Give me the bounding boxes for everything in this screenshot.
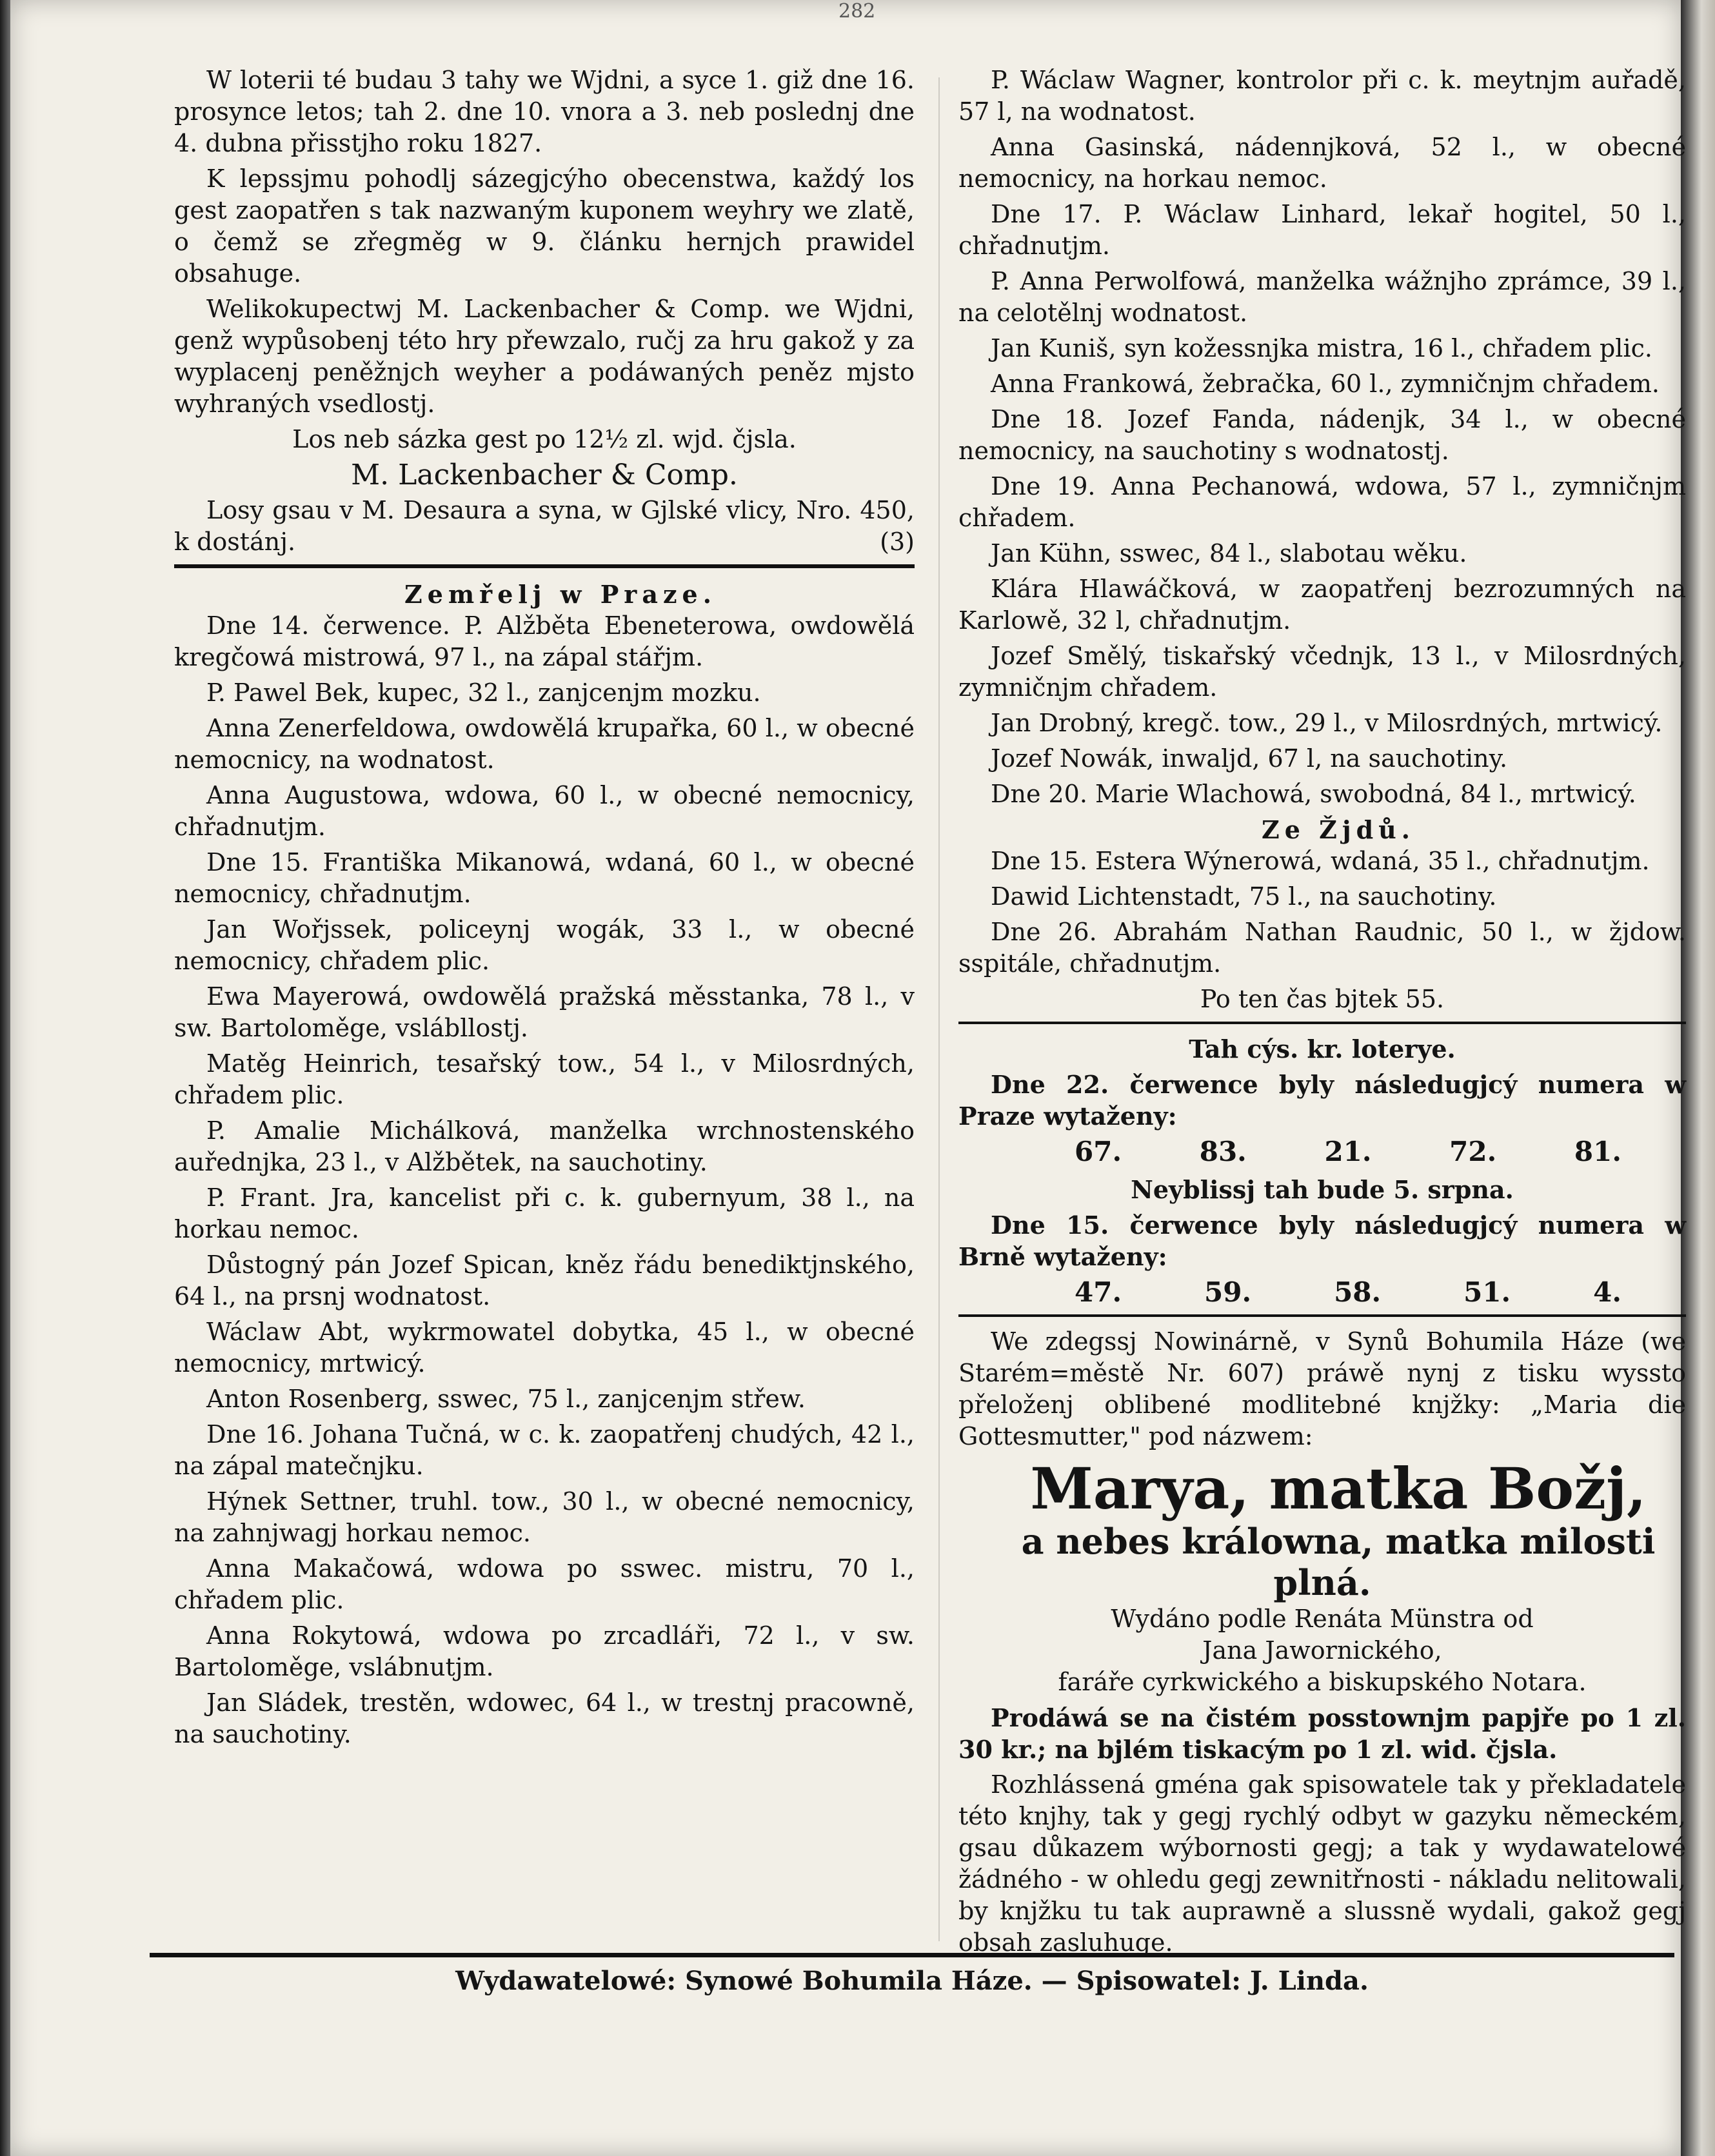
footer-publishers: Wydawatelowé: Synowé Bohumila Háze. — Spisowatel: J. Linda.	[455, 1966, 1369, 1996]
ad-body: Rozhlássená gména gak spisowatele tak y překladatele této knjhy, tak y gegj rychlý odbyt w gazyku německém, gsau důkazem wýbornosti gegj; a tak y wydawatelowé žádného - w ohledu gegj zewnitřnosti - nákladu nelitowali, by knjžku tu tak auprawně a slussně wydali, gakož gegj obsah zasluhuge.	[958, 1770, 1686, 1957]
death-entry: Jan Drobný, kregč. tow., 29 l., v Milosrdných, mrtwicý.	[991, 709, 1663, 737]
ad-subtitle: a nebes králowna, matka milosti plná.	[1021, 1521, 1656, 1603]
ad-price: Prodáwá se na čistém posstownjm papjře po 1 zl. 30 kr.; na bjlém tiskacým po 1 zl. wid. čjsla.	[958, 1703, 1686, 1764]
lottery-paragraph-1: W loterii té budau 3 tahy we Wjdni, a syce 1. giž dne 16. prosynce letos; tah 2. dne 10. vnora a 3. neb poslednj dne 4. dubna přisstjho roku 1827.	[174, 66, 915, 157]
death-entry: Jan Wořjssek, policeynj wogák, 33 l., w obecné nemocnicy, chřadem plic.	[174, 915, 915, 975]
death-entry: Dne 14. čerwence. P. Alžběta Ebeneterowa, owdowělá kregčowá mistrowá, 97 l., na zápal stářjm.	[174, 611, 915, 671]
sales-line	[174, 495, 915, 558]
brno-numbers	[958, 1276, 1686, 1308]
death-entry: P. Pawel Bek, kupec, 32 l., zanjcenjm mozku.	[206, 678, 761, 707]
ad-line-2: Jana Jawornického,	[1202, 1636, 1442, 1665]
death-entry: Dne 19. Anna Pechanowá, wdowa, 57 l., zymničnjm chřadem.	[958, 472, 1686, 532]
prague-number: 81.	[1574, 1136, 1621, 1167]
prague-numbers	[958, 1136, 1686, 1167]
sales-text: Losy gsau v M. Desaura a syna, w Gjlské vlicy, Nro. 450, k dostánj.	[174, 496, 915, 556]
death-entry: P. Amalie Michálková, manželka wrchnostenského auřednjka, 23 l., v Alžbětek, na sauchotiny.	[174, 1116, 915, 1176]
death-entry: P. Frant. Jra, kancelist při c. k. gubernyum, 38 l., na horkau nemoc.	[174, 1183, 915, 1243]
brno-number: 58.	[1334, 1276, 1382, 1308]
prague-number: 72.	[1449, 1136, 1497, 1167]
death-entry: Ewa Mayerowá, owdowělá pražská měsstanka, 78 l., v sw. Bartoloměge, vslábllostj.	[174, 982, 915, 1042]
ad-line-3: faráře cyrkwického a biskupského Notara.	[1058, 1668, 1587, 1696]
death-entry: Anton Rosenberg, sswec, 75 l., zanjcenjm střew.	[206, 1385, 806, 1413]
jew-death-entry: Dne 15. Estera Wýnerowá, wdaná, 35 l., chřadnutjm.	[991, 847, 1650, 875]
lottery-heading: Tah cýs. kr. loterye.	[1189, 1034, 1456, 1063]
death-entry: Důstogný pán Jozef Spican, kněz řádu benediktjnského, 64 l., na prsnj wodnatost.	[174, 1251, 915, 1310]
death-entry: Dne 18. Jozef Fanda, nádenjk, 34 l., w obecné nemocnicy, na sauchotiny s wodnatostj.	[958, 405, 1686, 465]
death-entry: Anna Zenerfeldowa, owdowělá krupařka, 60 l., w obecné nemocnicy, na wodnatost.	[174, 714, 915, 774]
death-entry: Dne 20. Marie Wlachowá, swobodná, 84 l., mrtwicý.	[991, 780, 1636, 808]
right-column	[958, 64, 1686, 1963]
column-divider	[938, 77, 940, 1941]
death-entry: Anna Augustowa, wdowa, 60 l., w obecné nemocnicy, chřadnutjm.	[174, 781, 915, 841]
total-deaths: Po ten čas bjtek 55.	[1200, 985, 1445, 1013]
death-entry: Jozef Nowák, inwaljd, 67 l, na sauchotiny.	[991, 744, 1508, 773]
section-rule	[958, 1314, 1686, 1317]
page-left-edge	[0, 0, 10, 2156]
brno-number: 47.	[1075, 1276, 1122, 1308]
death-entry: Matěg Heinrich, tesařský tow., 54 l., v Milosrdných, chřadem plic.	[174, 1049, 915, 1109]
lottery-paragraph-2: K lepssjmu pohodlj sázegjcýho obecenstwa, každý los gest zaopatřen s tak nazwaným kuponem weyhry we zlatě, o čemž se zřegměg w 9. článku hernjch prawidel obsahuge.	[174, 164, 915, 288]
lottery-paragraph-3: Welikokupectwj M. Lackenbacher & Comp. we Wjdni, genž wypůsobenj této hry přewzalo, ručj za hru gakož y za wyplacenj peněžnjch weyher a podáwaných peněz mjsto wyhraných vsedlostj.	[174, 295, 915, 418]
death-entry: Dne 16. Johana Tučná, w c. k. zaopatřenj chudých, 42 l., na zápal matečnjku.	[174, 1420, 915, 1480]
death-entry: P. Anna Perwolfowá, manželka wážnjho zprámce, 39 l., na celotělnj wodnatost.	[958, 267, 1686, 327]
prague-draw-text: Dne 22. čerwence byly následugjcý numera w Praze wytaženy:	[958, 1070, 1686, 1131]
death-entry: Anna Gasinská, nádennjková, 52 l., w obecné nemocnicy, na horkau nemoc.	[958, 133, 1686, 193]
death-entry: Wáclaw Abt, wykrmowatel dobytka, 45 l., w obecné nemocnicy, mrtwicý.	[174, 1318, 915, 1378]
deaths-heading: Zemřelj w Praze.	[404, 580, 717, 609]
ad-line-1: Wydáno podle Renáta Münstra od	[1111, 1605, 1534, 1633]
section-rule	[958, 1022, 1686, 1024]
prague-number: 83.	[1199, 1136, 1247, 1167]
company-name: M. Lackenbacher & Comp.	[351, 459, 738, 491]
page-number: 282	[838, 0, 876, 23]
death-entry: Jan Kuniš, syn kožessnjka mistra, 16 l., chřadem plic.	[991, 334, 1652, 362]
death-entry: Jan Kühn, sswec, 84 l., slabotau wěku.	[991, 539, 1467, 568]
death-entry: Anna Frankowá, žebračka, 60 l., zymničnjm chřadem.	[991, 370, 1660, 398]
sales-ref: (3)	[880, 528, 915, 556]
jews-heading: Ze Žjdů.	[1261, 815, 1416, 844]
section-rule	[174, 564, 915, 568]
left-column	[174, 64, 915, 1754]
death-entry: Klára Hlawáčková, w zaopatřenj bezrozumných na Karlowě, 32 l, chřadnutjm.	[958, 575, 1686, 635]
jew-death-entry: Dne 26. Abrahám Nathan Raudnic, 50 l., w žjdow. sspitále, chřadnutjm.	[958, 918, 1686, 978]
price-line: Los neb sázka gest po 12½ zl. wjd. čjsla.	[292, 425, 797, 453]
ad-intro: We zdegssj Nowinárně, v Synů Bohumila Háze (we Starém=městě Nr. 607) práwě nynj z tisku wyssto přeloženj oblibené modlitebné knjžky: „Maria die Gottesmutter," pod názwem:	[958, 1327, 1686, 1450]
death-entry: Jozef Smělý, tiskařský včednjk, 13 l., v Milosrdných, zymničnjm chřadem.	[958, 642, 1686, 702]
death-entry: Dne 17. P. Wáclaw Linhard, lekař hogitel, 50 l., chřadnutjm.	[958, 200, 1686, 260]
next-draw: Neyblissj tah bude 5. srpna.	[1131, 1175, 1514, 1204]
jew-death-entry: Dawid Lichtenstadt, 75 l., na sauchotiny.	[991, 882, 1497, 911]
ad-title: Marya, matka Božj,	[1030, 1455, 1647, 1522]
death-entry: Anna Makačowá, wdowa po sswec. mistru, 70 l., chřadem plic.	[174, 1554, 915, 1614]
brno-number: 4.	[1593, 1276, 1621, 1308]
death-entry: Jan Sládek, trestěn, wdowec, 64 l., w trestnj pracowně, na sauchotiny.	[174, 1688, 915, 1748]
death-entry: P. Wáclaw Wagner, kontrolor při c. k. meytnjm auřadě, 57 l, na wodnatost.	[958, 66, 1686, 126]
death-entry: Hýnek Settner, truhl. tow., 30 l., w obecné nemocnicy, na zahnjwagj horkau nemoc.	[174, 1487, 915, 1547]
prague-number: 67.	[1075, 1136, 1122, 1167]
death-entry: Dne 15. Františka Mikanowá, wdaná, 60 l., w obecné nemocnicy, chřadnutjm.	[174, 848, 915, 908]
brno-number: 51.	[1463, 1276, 1511, 1308]
prague-number: 21.	[1324, 1136, 1372, 1167]
brno-draw-text: Dne 15. čerwence byly následugjcý numera w Brně wytaženy:	[958, 1211, 1686, 1271]
footer-rule	[150, 1953, 1674, 1957]
death-entry: Anna Rokytowá, wdowa po zrcadláři, 72 l., v sw. Bartoloměge, vslábnutjm.	[174, 1621, 915, 1681]
brno-number: 59.	[1204, 1276, 1252, 1308]
